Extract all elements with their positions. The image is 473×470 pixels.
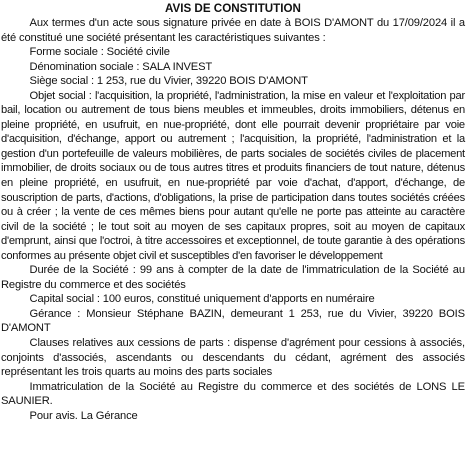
notice-title: AVIS DE CONSTITUTION <box>164 1 301 15</box>
management-paragraph: Gérance : Monsieur Stéphane BAZIN, demeurant 1 253, rue du Vivier, 39220 BOIS D'AMONT <box>0 307 465 335</box>
signature-line: Pour avis. La Gérance <box>29 409 138 422</box>
company-name-line: Dénomination sociale : SALA INVEST <box>29 60 213 73</box>
head-office-line: Siège social : 1 253, rue du Vivier, 39220 BOIS D'AMONT <box>29 75 308 88</box>
intro-paragraph: Aux termes d'un acte sous signature privée en date à BOIS D'AMONT du 17/09/2024 il a été constitué une société présentant les caractéristiques suivantes : <box>0 17 465 44</box>
duration-paragraph: Durée de la Société : 99 ans à compter de la date de l'immatriculation de la Société au Registre du commerce et des sociétés <box>0 264 465 291</box>
share-capital-line: Capital social : 100 euros, constitué uniquement d'apports en numéraire <box>29 293 375 306</box>
legal-form-line: Forme sociale : Société civile <box>29 46 170 59</box>
registration-paragraph: Immatriculation de la Société au Registre du commerce et des sociétés de LONS LE SAUNIER. <box>0 380 465 408</box>
share-transfer-clauses-paragraph: Clauses relatives aux cessions de parts : dispense d'agrément pour cessions à associés, conjoints d'associés, ascendants ou descendants du cédant, agrément des associés représentant les trois quarts au moins des parts sociales <box>0 337 465 379</box>
corporate-purpose-paragraph: Objet social : l'acquisition, la propriété, l'administration, la mise en valeur et l'exploitation par bail, location ou autrement de tous biens meubles et immeubles, droits immobiliers, détenus en pleine propriété, en usufruit, en nue-propriété, dont elle pourrait devenir propriétaire par voie d'acquisition, d'échange, apport ou autrement ; l'acquisition, la propriété, l'administration et la gestion d'un portefeuille de valeurs mobilières, de parts sociales de sociétés civiles de placement immobilier, de droits sociaux ou de tous autres titres et produits financiers de tout nature, détenus en pleine propriété, en usufruit, en nue-propriété par voie d'achat, d'apport, d'échange, de souscription de parts, d'actions, d'obligations, la prise de participation dans toutes sociétés créées ou à créer ; la vente de ces mêmes biens pour autant qu'elle ne porte pas atteinte au caractère civil de la société ; le tout soit au moyen de ses capitaux propres, soit au moyen de capitaux d'emprunt, ainsi que l'octroi, à titre accessoires et exceptionnel, de toute garantie à des opérations conformes au présente objet civil et susceptibles d'en favoriser le développement <box>0 89 465 262</box>
